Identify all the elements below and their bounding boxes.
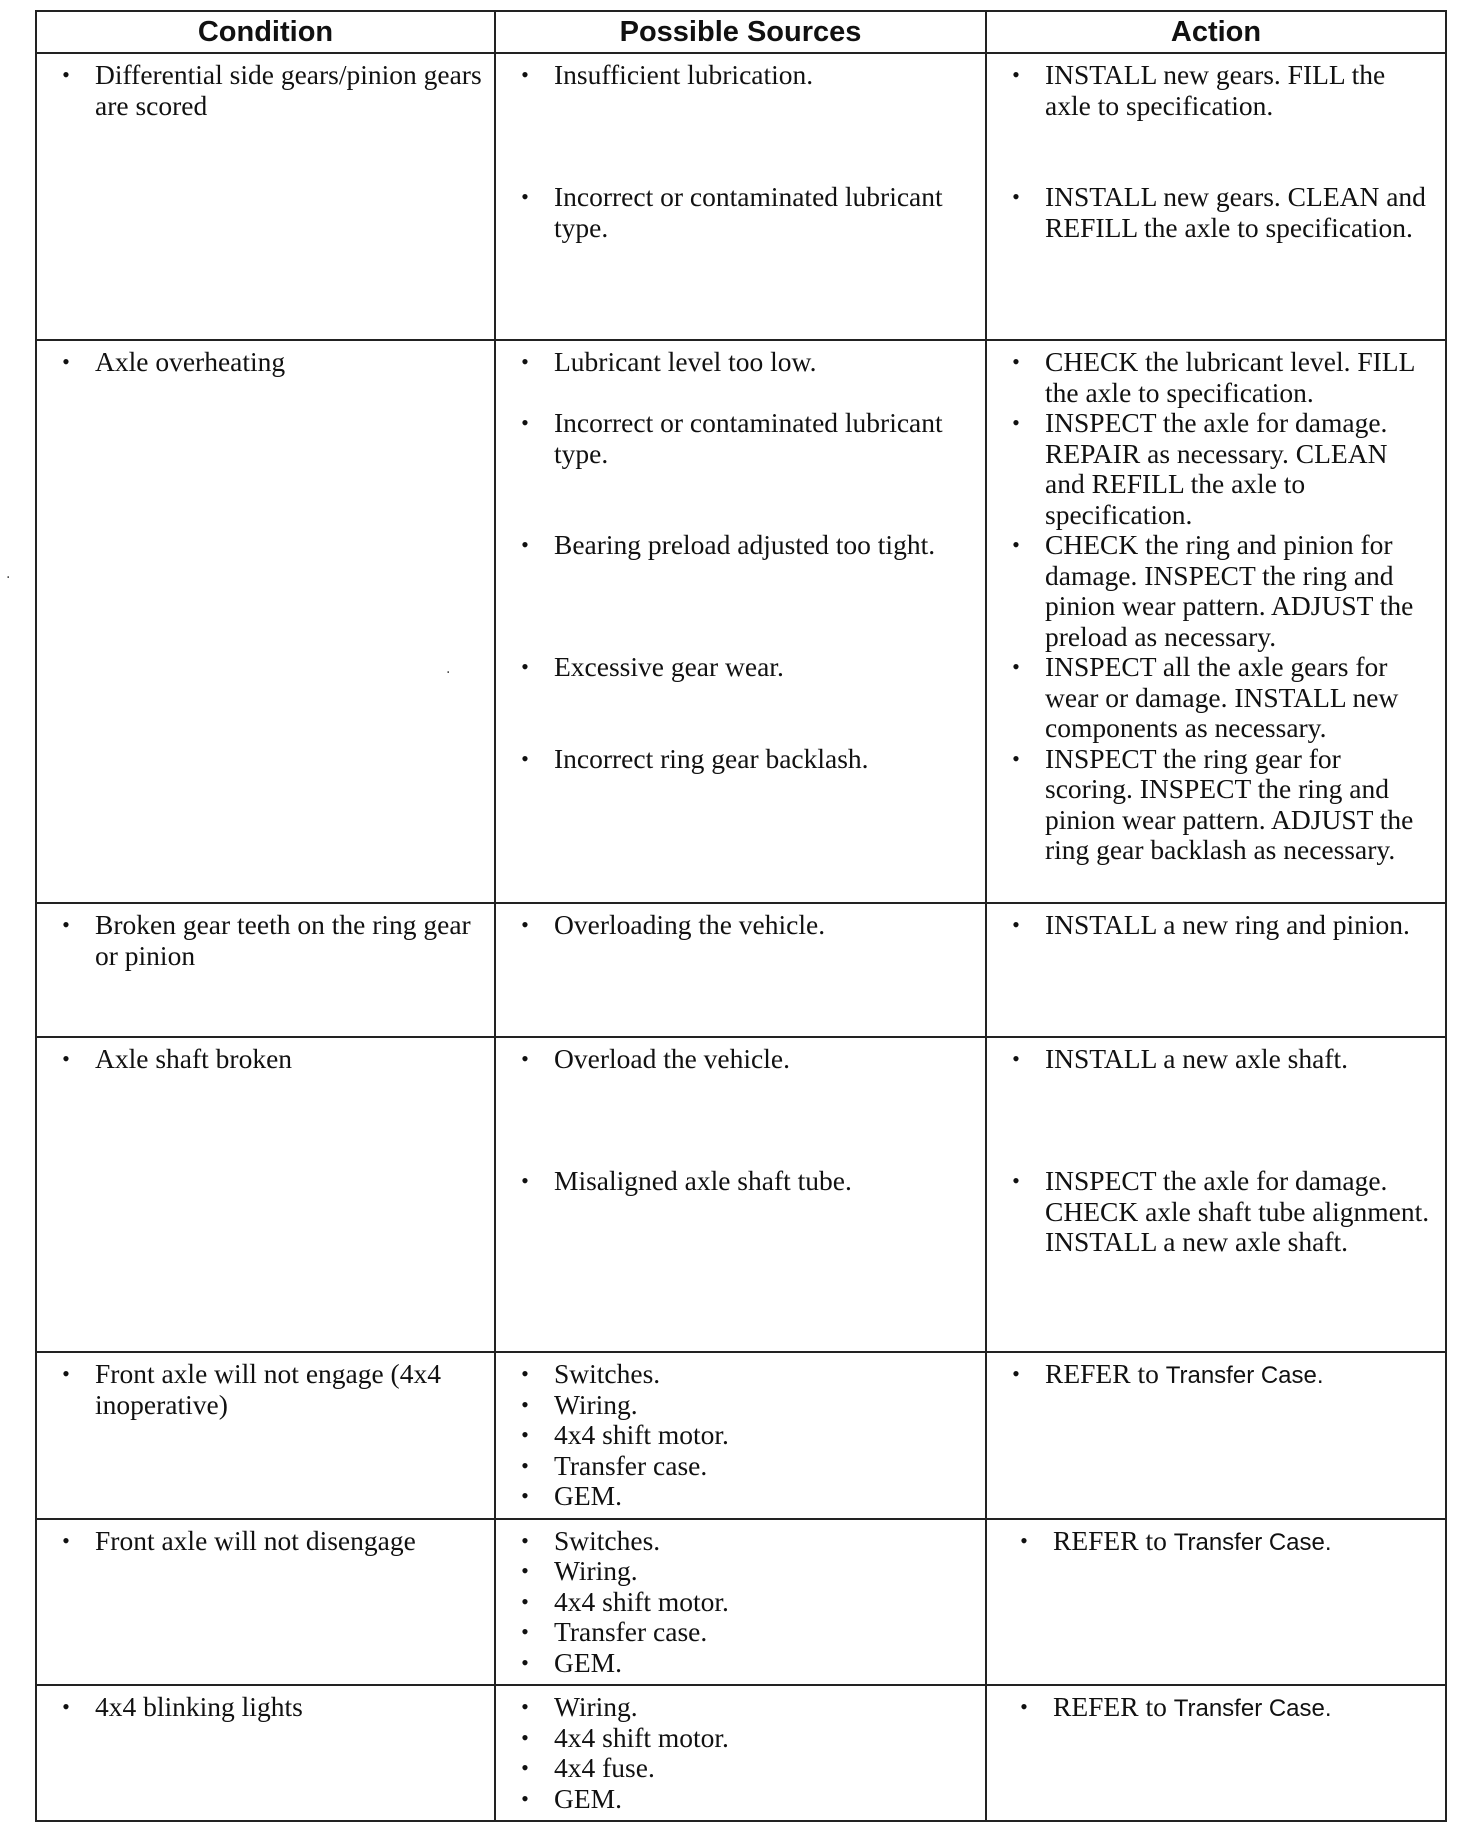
action-item: INSPECT all the axle gears for wear or damage. INSTALL new components as necessary. [1045,651,1399,743]
bullet-marker: • [521,1724,529,1750]
bullet-marker: • [521,1422,529,1447]
header-condition: Condition [36,11,495,53]
condition-cell [36,340,495,903]
bullet-marker: • [62,1046,70,1071]
table-row [36,1685,1446,1821]
source-item: Insufficient lubrication. [554,59,814,90]
header-row [36,11,1446,53]
sources-cell [495,1037,986,1352]
condition-cell [36,1352,495,1519]
transfer-case-reference: Transfer Case. [1165,1362,1324,1389]
header-action: Action [986,11,1446,53]
bullet-marker: • [521,1168,529,1193]
source-item: 4x4 fuse. [554,1752,655,1783]
condition-text: Axle overheating [95,346,286,377]
action-cell [986,1519,1446,1686]
margin-speck: · [6,570,11,586]
bullet-marker: • [521,1391,529,1417]
bullet-marker: • [521,1694,529,1719]
bullet-marker: • [1012,62,1020,87]
condition-cell [36,1519,495,1686]
action-item: INSPECT the axle for damage. REPAIR as necessary. CLEAN and REFILL the axle to specification. [1045,407,1388,530]
action-refer-text: REFER to [1053,1691,1167,1722]
action-item: CHECK the ring and pinion for damage. INSPECT the ring and pinion wear pattern. ADJUST the preload as necessary. [1045,529,1414,652]
sources-cell [495,903,986,1037]
bullet-marker: • [521,1483,529,1508]
source-item: Switches. [554,1358,661,1389]
table-row [36,1352,1446,1519]
table-row [36,340,1446,903]
source-item: 4x4 shift motor. [554,1419,729,1450]
source-item: Excessive gear wear. [554,651,784,682]
condition-text: Axle shaft broken [95,1043,293,1074]
source-item: Wiring. [554,1691,638,1722]
table-row [36,1037,1446,1352]
action-item: INSTALL a new axle shaft. [1045,1043,1348,1074]
source-item: Overloading the vehicle. [554,909,826,940]
bullet-marker: • [62,1527,70,1553]
action-cell [986,1037,1446,1352]
source-item: Transfer case. [554,1616,708,1647]
action-cell [986,1685,1446,1821]
source-item: 4x4 shift motor. [554,1585,729,1617]
source-item: GEM. [554,1782,622,1814]
header-possible-sources: Possible Sources [495,11,986,53]
bullet-marker: • [1012,349,1020,374]
margin-speck: · [446,665,451,681]
bullet-marker: • [521,532,529,557]
bullet-marker: • [521,746,529,771]
table-row [36,1519,1446,1686]
source-item: Bearing preload adjusted too tight. [554,529,936,560]
condition-text: 4x4 blinking lights [95,1691,303,1722]
bullet-marker: • [521,62,529,87]
action-refer-text: REFER to [1045,1358,1159,1389]
diagnosis-table [35,10,1447,1822]
sources-cell [495,1685,986,1821]
action-refer-text: REFER to [1053,1524,1167,1556]
bullet-marker: • [521,1588,529,1614]
source-item: 4x4 shift motor. [554,1721,729,1753]
bullet-marker: • [1020,1694,1028,1719]
bullet-marker: • [62,1361,70,1386]
condition-cell [36,53,495,340]
bullet-marker: • [1012,1168,1020,1193]
sources-cell [495,53,986,340]
bullet-marker: • [521,912,529,937]
action-cell [986,903,1446,1037]
action-item: INSTALL new gears. FILL the axle to specification. [1045,59,1386,121]
bullet-marker: • [521,1619,529,1644]
action-item: CHECK the lubricant level. FILL the axle to specification. [1045,346,1415,408]
transfer-case-reference: Transfer Case. [1173,1695,1332,1722]
bullet-marker: • [1012,1046,1020,1071]
table-row [36,53,1446,340]
action-cell [986,53,1446,340]
action-item: INSPECT the ring gear for scoring. INSPECT the ring and pinion wear pattern. ADJUST the ring gear backlash as necessary. [1045,742,1414,865]
bullet-marker: • [1012,1361,1020,1386]
source-item: Overload the vehicle. [554,1043,790,1074]
bullet-marker: • [62,62,70,87]
bullet-marker: • [521,1361,529,1386]
source-item: Incorrect or contaminated lubricant type. [554,407,943,469]
action-item: INSTALL new gears. CLEAN and REFILL the axle to specification. [1045,181,1426,243]
bullet-marker: • [1012,912,1020,937]
transfer-case-reference: Transfer Case. [1173,1528,1332,1556]
bullet-marker: • [62,912,70,937]
source-item: Incorrect or contaminated lubricant type. [554,181,943,243]
bullet-marker: • [521,1755,529,1780]
source-item: Misaligned axle shaft tube. [554,1165,852,1196]
sources-cell [495,340,986,903]
bullet-marker: • [1012,410,1020,435]
condition-text: Broken gear teeth on the ring gear or pinion [95,909,471,971]
action-cell [986,340,1446,903]
sources-cell [495,1352,986,1519]
condition-text: Front axle will not engage (4x4 inoperative) [95,1358,441,1420]
bullet-marker: • [1012,745,1020,771]
action-cell [986,1352,1446,1519]
bullet-marker: • [1012,532,1020,557]
bullet-marker: • [1020,1527,1028,1553]
source-item: Wiring. [554,1555,638,1586]
condition-text: Front axle will not disengage [95,1524,416,1556]
bullet-marker: • [521,1452,529,1478]
bullet-marker: • [521,410,529,435]
bullet-marker: • [521,1527,529,1553]
bullet-marker: • [521,1649,529,1675]
source-item: GEM. [554,1480,622,1511]
source-item: Wiring. [554,1388,638,1420]
bullet-marker: • [521,1785,529,1811]
source-item: Incorrect ring gear backlash. [554,743,869,774]
table-row [36,903,1446,1037]
condition-cell [36,1685,495,1821]
source-item: Lubricant level too low. [554,346,817,377]
bullet-marker: • [521,349,529,374]
condition-cell [36,903,495,1037]
bullet-marker: • [1012,184,1020,209]
bullet-marker: • [62,349,70,374]
source-item: Switches. [554,1524,661,1556]
action-item: INSTALL a new ring and pinion. [1045,909,1410,940]
source-item: GEM. [554,1646,622,1678]
condition-cell [36,1037,495,1352]
bullet-marker: • [521,654,529,679]
action-item: INSPECT the axle for damage. CHECK axle shaft tube alignment. INSTALL a new axle shaft. [1045,1165,1430,1257]
condition-text: Differential side gears/pinion gears are scored [95,59,482,121]
bullet-marker: • [521,1046,529,1071]
bullet-marker: • [1012,654,1020,679]
sources-cell [495,1519,986,1686]
bullet-marker: • [62,1694,70,1719]
bullet-marker: • [521,1558,529,1583]
bullet-marker: • [521,184,529,209]
source-item: Transfer case. [554,1449,708,1481]
